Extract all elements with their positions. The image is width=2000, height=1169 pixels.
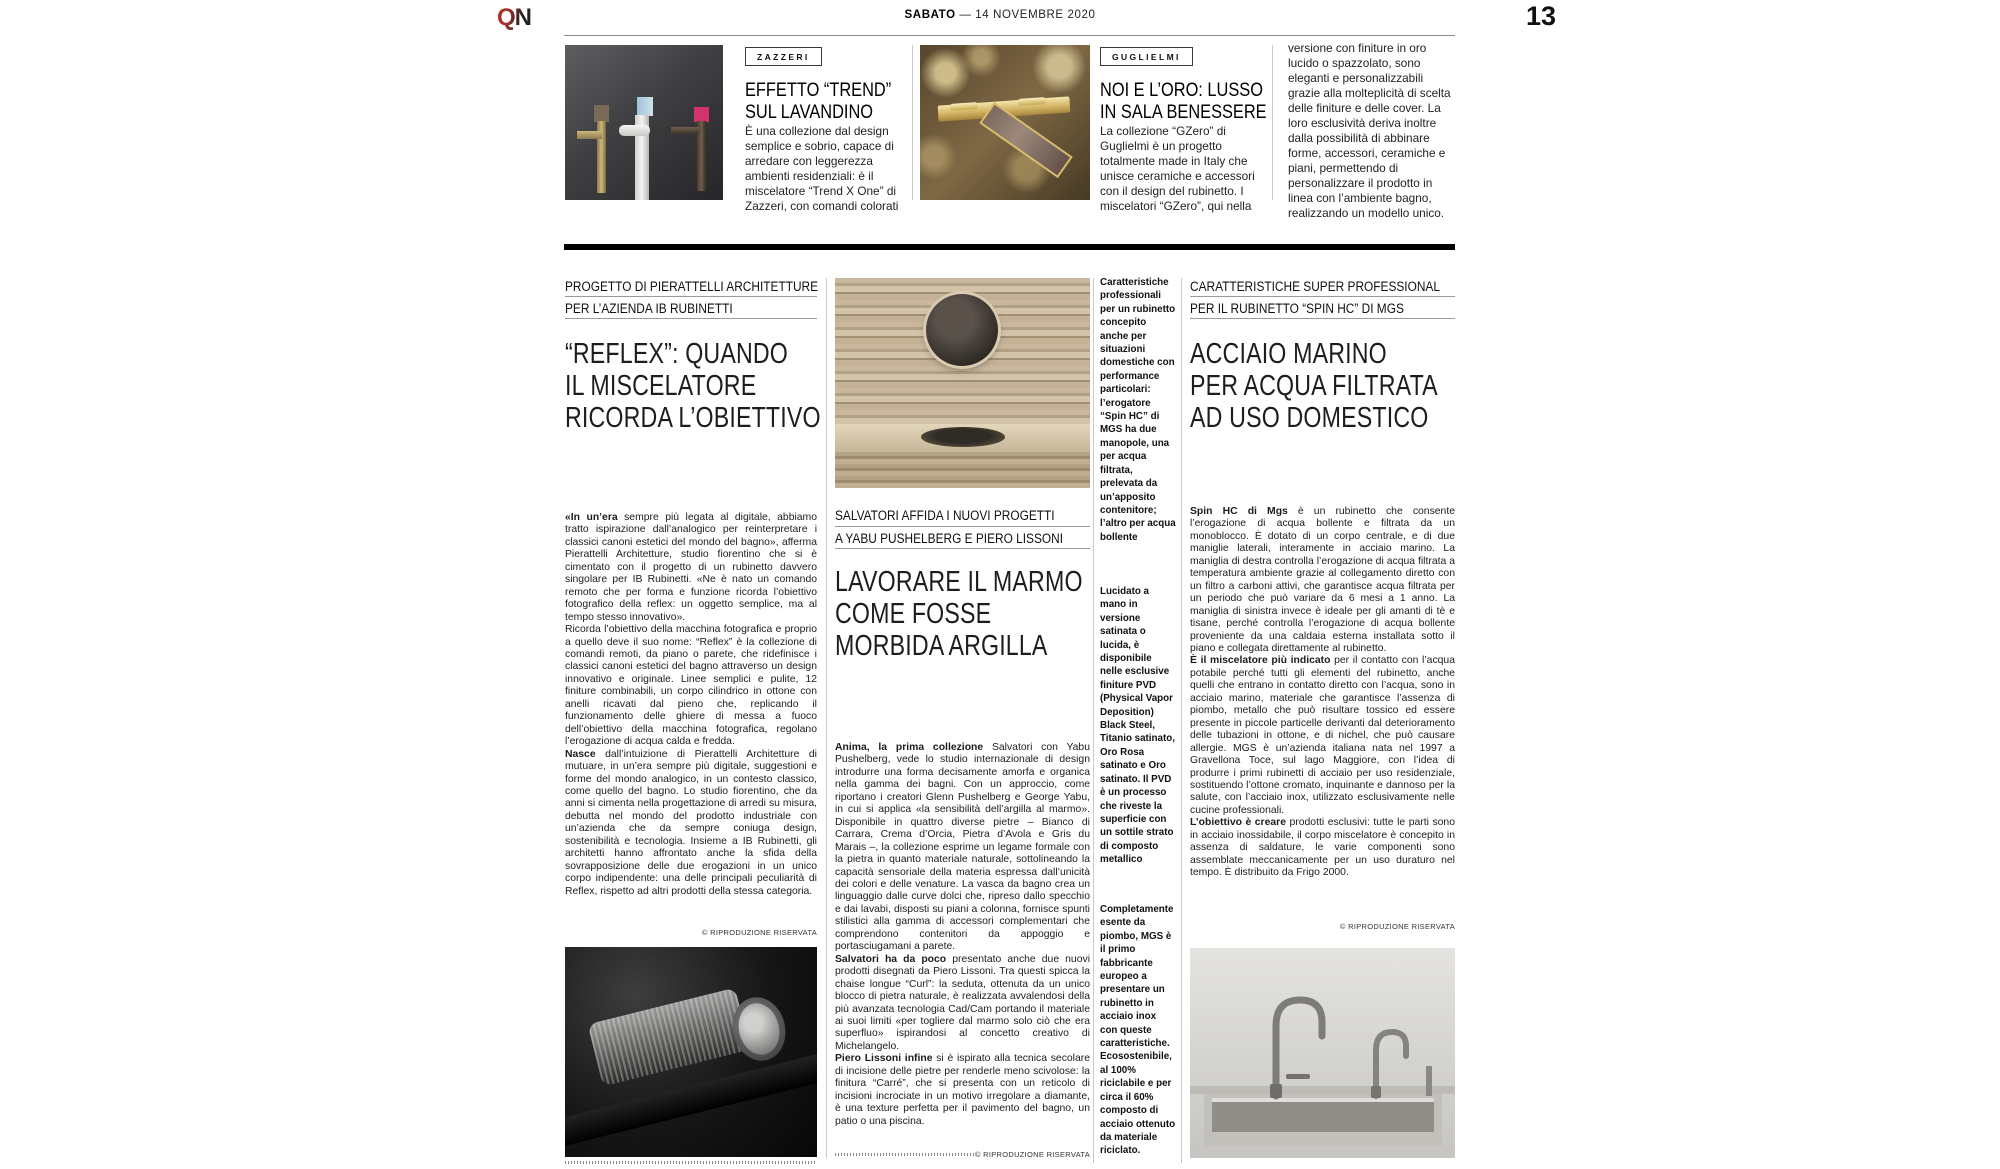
reflex-headline-line3: RICORDA L’OBIETTIVO <box>565 402 821 434</box>
stone-basin <box>921 427 1005 447</box>
salvatori-kicker-rule1 <box>835 526 1090 527</box>
faucet-middle-spout <box>619 125 650 136</box>
dateline <box>905 9 1096 21</box>
salvatori-paragraph-3: Piero Lissoni infine si è ispirato alla tecnica secolare di incisione delle pietre per renderle meno scivolose: la finitura “Carré”, che si presenta con un reticolo di incisioni incrociate in un motivo irregolare a diamante, è una texture perfetta per il pavimento del bagno, un patio o una piscina. <box>835 1053 1090 1127</box>
mgs-kicker-rule1 <box>1190 296 1455 297</box>
zazzeri-photo <box>565 45 723 200</box>
salvatori-headline-line2: COME FOSSE <box>835 598 992 630</box>
zazzeri-headline-line1: EFFETTO “TREND” <box>745 79 892 101</box>
top-divider-1 <box>912 45 913 200</box>
guglielmi-body: La collezione “GZero” di Guglielmi è un progetto totalmente made in Italy che unisce ceramiche e accessori con il design del rubinetto. I miscelatori “GZero”, qui nella <box>1100 124 1255 213</box>
salvatori-kicker-rule2 <box>835 548 1090 549</box>
zazzeri-headline-line2: SUL LAVANDINO <box>745 101 874 123</box>
guglielmi-tag: GUGLIELMI <box>1100 47 1193 66</box>
knurled-knob-cylinder <box>588 988 751 1087</box>
salvatori-body <box>835 742 1090 1128</box>
round-mirror <box>926 294 998 366</box>
top-divider-2 <box>1272 45 1273 200</box>
mgs-paragraph-1: Spin HC di Mgs è un rubinetto che consente l’erogazione di acqua bollente e filtrata da un monoblocco. È dotato di un corpo centrale, e di due maniglie laterali, interamente in acciaio marino. La maniglia di destra controlla l’erogazione di acqua filtrata a temperatura ambiente grazie al collegamento diretto con un filtro a carboni attivi, che garantisce acqua filtrata per un periodo che può variare da 6 mesi a 1 anno. La maniglia di sinistra invece è ideale per gli amanti di tè e tisane, perché controlla l’erogazione di acqua bollente proveniente da una caldaia esterna installata sotto il piano e collegata direttamente al rubinetto. <box>1190 506 1455 654</box>
salvatori-paragraph-1: Anima, la prima collezione Salvatori con Yabu Pushelberg, vede lo studio internazionale di design introdurre una forma decisamente amorfa e organica nella gamma dei bagni. Con un approccio, come riportano i creatori Glenn Pushelberg e George Yabu, in cui si applica «la sensibilità dell’argilla al marmo». Disponibile in quattro diverse pietre – Bianco di Carrara, Crema d’Orcia, Pietra d’Avola e Gris du Marais –, la collezione esprime un legame formale con la pietra in quanto materiale naturale, sottolineando la capacità sensoriale della materia espressa dall’unicità dei colori e delle venature. La vasca da bagno crea un linguaggio dalle curve dolci che, ripreso dallo specchio e dai lavabi, disposti su piani a colonna, fornisce spunti stilistici alla gamma di accessori complementari che comprendono contenitori da appoggio e portasciugamani a parete. <box>835 742 1090 953</box>
zazzeri-headline <box>745 79 919 123</box>
mgs-headline <box>1190 338 1500 434</box>
reflex-kicker-line2: PER L’AZIENDA IB RUBINETTI <box>565 301 733 316</box>
reflex-kicker-rule2 <box>565 318 817 319</box>
salvatori-copyright: © RIPRODUZIONE RISERVATA <box>974 1150 1090 1159</box>
guglielmi-headline-line1: NOI E L’ORO: LUSSO <box>1100 79 1263 101</box>
mgs-photo <box>1190 948 1455 1158</box>
photo-credit-microtext-left <box>565 1161 815 1164</box>
mgs-kicker-rule2 <box>1190 318 1455 319</box>
zazzeri-tag: ZAZZERI <box>745 47 822 66</box>
reflex-kicker-line1: PROGETTO DI PIERATTELLI ARCHITETTURE <box>565 279 819 294</box>
salvatori-paragraph-2: Salvatori ha da poco presentato anche due nuovi prodotti disegnati da Piero Lissoni. Tra questi spicca la chaise longue “Curl”: la seduta, ottenuta da un unico blocco di pietra naturale, è realizzata avvalendosi della più avanzata tecnologia Cad/Cam portando il materiale ai suoi limiti «per togliere dal marmo solo ciò che era superfluo» ispirandosi al concetto creativo di Michelangelo. <box>835 953 1090 1052</box>
top-rule <box>564 35 1455 36</box>
dateline-date: — 14 NOVEMBRE 2020 <box>959 9 1096 21</box>
salvatori-headline <box>835 566 1145 662</box>
zazzeri-body: È una collezione dal design semplice e sobrio, capace di arredare con leggerezza ambienti residenziali: è il miscelatore “Trend X One” di Zazzeri, con comandi colorati <box>745 124 899 213</box>
reflex-paragraph-1: «In un’era sempre più legata al digitale, abbiamo tratto ispirazione dall’analogico per reinterpretare i classici canoni estetici del mondo del bagno», afferma Pierattelli Architetture, studio fiorentino che si è cimentato con il progetto di un rubinetto davvero singolare per IB Rubinetti. «Ne è nato un comando remoto che per forma e funzione ricorda l’obiettivo fotografico della reflex: un oggetto semplice, ma al tempo stesso innovativo». <box>565 512 817 623</box>
salvatori-photo <box>835 278 1090 488</box>
page-number: 13 <box>1525 1 1556 31</box>
masthead-logo: QN <box>497 4 531 31</box>
reflex-paragraph-2: Ricorda l’obiettivo della macchina fotografica e proprio a quello deve il suo nome: “Reflex” è la collezione di comandi remoti, da piano o parete, che ridefinisce i classici canoni estetici del bagno attraverso un design innovativo e originale. Linee semplici e pulite, 12 finiture combinabili, un corpo cilindrico in ottone con anelli ricavati dal pieno che, replicando il funzionamento delle ghiere di messa a fuoco dell’obiettivo della macchina fotografica, regolano l’erogazione di acqua calda e fredda. <box>565 624 817 748</box>
faucet-left-spout <box>577 131 602 139</box>
faucet-middle-knob <box>637 97 653 116</box>
mgs-paragraph-3: L’obiettivo è creare prodotti esclusivi: tutte le parti sono in acciaio inossidabile, il corpo miscelatore è concepito in assenza di saldature, le varie componenti sono assemblate meccanicamente per un uso duraturo nel tempo. È distribuito da Frigo 2000. <box>1190 817 1455 879</box>
col-divider-3 <box>1181 278 1182 1163</box>
col-divider-2 <box>1093 278 1094 1163</box>
mgs-copyright: © RIPRODUZIONE RISERVATA <box>1339 922 1455 931</box>
mgs-kicker-line2: PER IL RUBINETTO “SPIN HC” DI MGS <box>1190 301 1404 316</box>
reflex-paragraph-3: Nasce dall’intuizione di Pierattelli Architetture di mutuare, in un’era sempre più digitale, suggestioni e forme del mondo analogico, in un contesto classico, come quello del bagno. Lo studio fiorentino, che da anni si cimenta nella progettazione di arredi su misura, debutta nel mondo del prodotto industriale con un’azienda che da sempre coniuga design, sostenibilità e tecnologia. Insieme a IB Rubinetti, gli architetti hanno affrontato anche la sfida della sovrapposizione delle due erogazioni in un unico corpo indipendente: una delle principali peculiarità di Reflex, rispetto ad altri prodotti della stessa categoria. <box>565 748 817 897</box>
mgs-kicker-line1: CARATTERISTICHE SUPER PROFESSIONAL <box>1190 279 1440 294</box>
reflex-photo <box>565 947 817 1157</box>
dateline-day: SABATO <box>904 9 956 21</box>
section-bar <box>564 244 1455 250</box>
faucet-left-knob <box>594 105 609 122</box>
mgs-body <box>1190 506 1455 880</box>
mgs-headline-line1: ACCIAIO MARINO <box>1190 338 1387 370</box>
side-note-2: Lucidato a mano in versione satinata o lucida, è disponibile nelle esclusive finiture PVD (Physical Vapor Deposition) Black Steel, Titanio satinato, Oro Rosa satinato e Oro satinato. Il PVD è un processo che riveste la superficie con un sottile strato di composto metallico <box>1100 586 1175 866</box>
mgs-headline-line2: PER ACQUA FILTRATA <box>1190 370 1438 402</box>
mgs-paragraph-2: È il miscelatore più indicato per il contatto con l’acqua potabile perché tutti gli elementi del rubinetto, anche quelli che entrano in contatto diretto con l’acqua, sono in acciaio marino, materiale che garantisce l’assenza di piombo, metallo che può risultare tossico ed essere presente in piccole particelle derivanti dal deterioramento delle tubazioni in ottone, e di nichel, che può causare allergie. MGS è un’azienda italiana nata nel 1997 a Gravellona Toce, sul lago Maggiore, con l’idea di produrre i primi rubinetti di acciaio per uso residenziale, sostituendo l’ottone cromato, inquinante e dannoso per la salute, con l’acciaio inox, utilizzato esclusivamente nelle cucine professionali. <box>1190 655 1455 816</box>
steel-sink-illustration <box>1190 948 1455 1158</box>
reflex-headline-line1: “REFLEX”: QUANDO <box>565 338 788 370</box>
salvatori-headline-line3: MORBIDA ARGILLA <box>835 630 1048 662</box>
guglielmi-headline <box>1100 79 1298 123</box>
photo-credit-microtext-middle <box>835 1153 975 1156</box>
guglielmi-headline-line2: IN SALA BENESSERE <box>1100 101 1267 123</box>
salvatori-kicker-line1: SALVATORI AFFIDA I NUOVI PROGETTI <box>835 508 1055 523</box>
guglielmi-photo <box>920 45 1090 200</box>
faucet-right-spout <box>671 127 699 134</box>
reflex-body <box>565 512 817 898</box>
salvatori-kicker-line2: A YABU PUSHELBERG E PIERO LISSONI <box>835 531 1064 546</box>
vanity-front <box>835 452 1090 488</box>
reflex-copyright: © RIPRODUZIONE RISERVATA <box>701 928 817 937</box>
mgs-headline-line3: AD USO DOMESTICO <box>1190 402 1429 434</box>
reflex-kicker-rule1 <box>565 296 817 297</box>
reflex-headline-line2: IL MISCELATORE <box>565 370 757 402</box>
guglielmi-continuation: versione con finiture in oro lucido o spazzolato, sono eleganti e personalizzabili grazie alla molteplicità di scelta delle finiture e delle cover. La loro esclusività deriva inoltre dalla possibilità di abbinare forme, accessori, ceramiche e piani, permettendo di personalizzare il prodotto in linea con l’ambiente bagno, realizzando un modello unico. <box>1288 41 1451 220</box>
side-note-1: Caratteristiche professionali per un rubinetto concepito anche per situazioni domestiche con performance particolari: l’erogatore “Spin HC” di MGS ha due manopole, una per acqua filtrata, prelevata da un’apposito contenitore; l’altro per acqua bollente <box>1100 277 1176 543</box>
salvatori-headline-line1: LAVORARE IL MARMO <box>835 566 1083 598</box>
faucet-right-knob <box>694 107 709 122</box>
side-note-3: Completamente esente da piombo, MGS è il primo fabbricante europeo a presentare un rubinetto in acciaio inox con queste caratteristiche. Ecosostenibile, al 100% riciclabile e per circa il 60% composto di acciaio ottenuto da materiale riciclato. <box>1100 904 1176 1157</box>
